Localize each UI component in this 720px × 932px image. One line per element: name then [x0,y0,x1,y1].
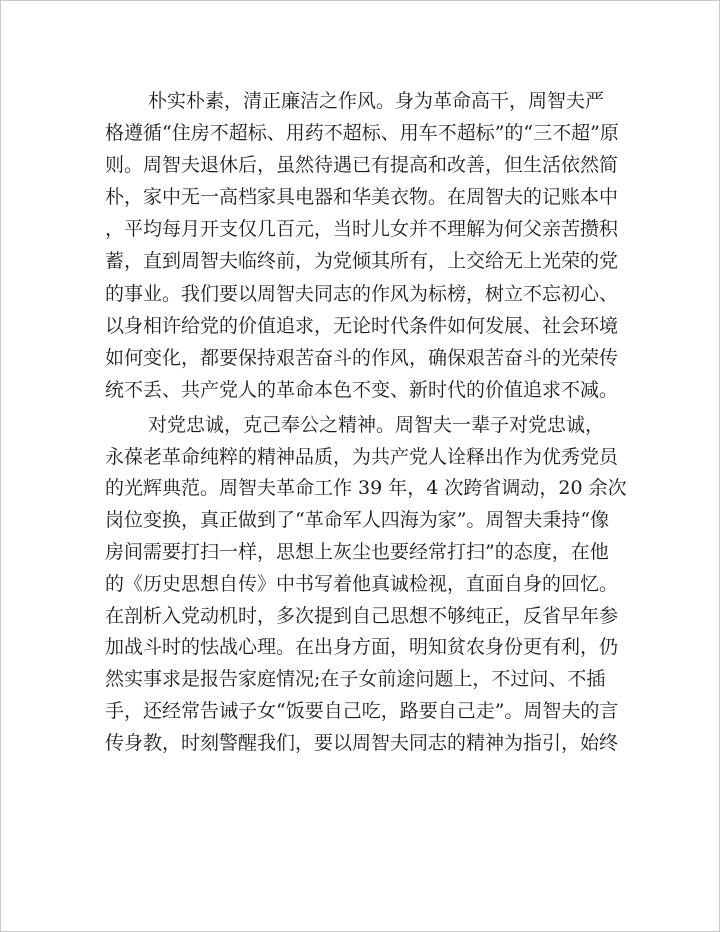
paragraph-1 [105,92,625,400]
document-body [105,92,625,766]
paragraph-2 [105,413,627,754]
text-line: 然实事求是报告家庭情况;在子女前途问题上，不过问、不插 [105,668,606,691]
text-line: 手，还经常告诫子女“饭要自己吃，路要自己走”。周智夫的言 [105,700,619,723]
text-line: 对党忠诚，克己奉公之精神。周智夫一辈子对党忠诚， [148,413,605,436]
text-line: 朴，家中无一高档家具电器和华美衣物。在周智夫的记账本中 [105,186,619,209]
text-line: 以身相许给党的价值追求，无论时代条件如何发展、社会环境 [105,314,619,337]
text-line: 如何变化，都要保持艰苦奋斗的作风，确保艰苦奋斗的光荣传 [105,346,619,369]
text-line: ，平均每月开支仅几百元，当时儿女并不理解为何父亲苦攒积 [105,218,619,241]
text-line: 则。周智夫退休后，虽然待遇已有提高和改善，但生活依然简 [105,154,619,177]
text-line: 在剖析入党动机时，多次提到自己思想不够纯正，反省早年参 [105,604,619,627]
text-line: 的事业。我们要以周智夫同志的作风为标榜，树立不忘初心、 [105,282,619,305]
text-line: 永葆老革命纯粹的精神品质，为共产党人诠释出作为优秀党员 [105,445,619,468]
text-line: 格遵循“住房不超标、用药不超标、用车不超标”的“三不超”原 [105,122,619,145]
text-line: 朴实朴素，清正廉洁之作风。身为革命高干，周智夫严 [148,90,605,112]
text-line: 传身教，时刻警醒我们，要以周智夫同志的精神为指引，始终 [105,731,619,754]
text-line: 蓄，直到周智夫临终前，为党倾其所有，上交给无上光荣的党 [105,250,619,273]
text-line: 的光辉典范。周智夫革命工作 39 年，4 次跨省调动，20 余次 [105,477,627,500]
text-line: 岗位变换，真正做到了“革命军人四海为家”。周智夫秉持“像 [105,509,610,532]
text-line: 房间需要打扫一样，思想上灰尘也要经常打扫”的态度，在他 [105,541,609,564]
text-line: 加战斗时的怯战心理。在出身方面，明知贫农身份更有利，仍 [105,636,619,659]
text-line: 的《历史思想自传》中书写着他真诚检视，直面自身的回忆。 [105,572,619,595]
text-line: 统不丢、共产党人的革命本色不变、新时代的价值追求不减。 [105,378,619,401]
